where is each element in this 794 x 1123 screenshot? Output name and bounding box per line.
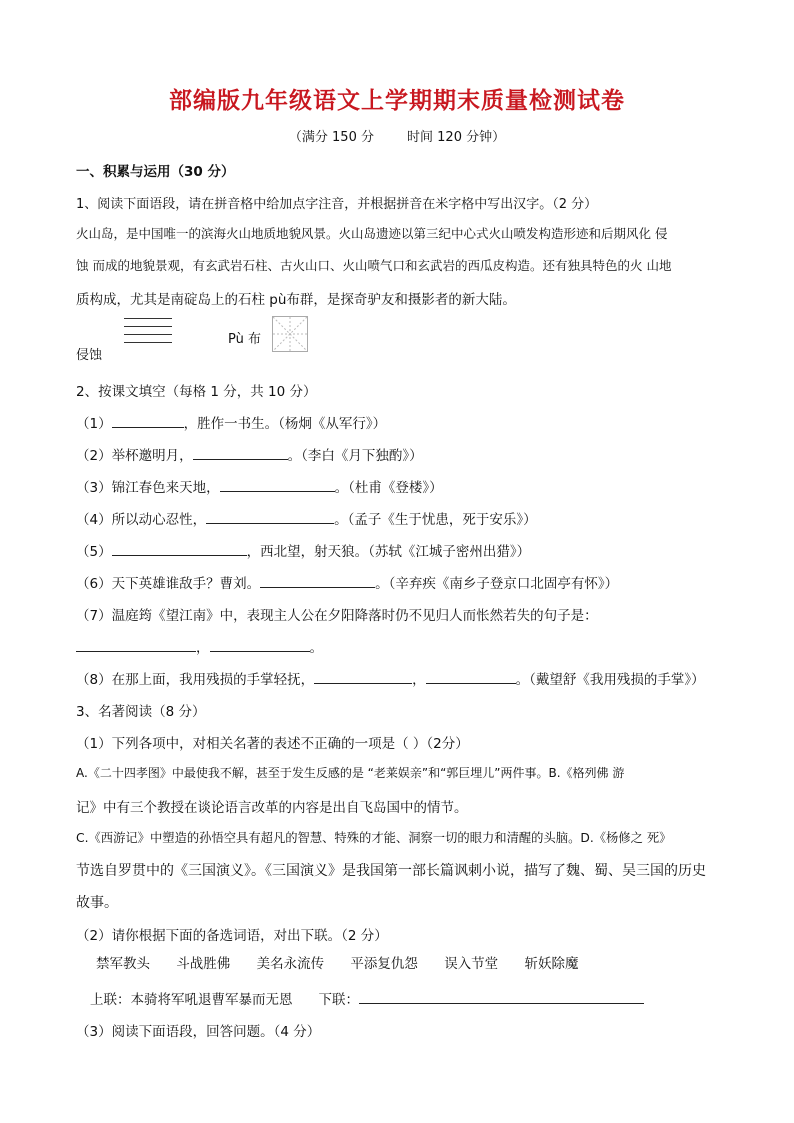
fill-item: （6）天下英雄谁敌手？曹刘。 。（辛弃疾《南乡子登京口北固亭有怀》） xyxy=(76,572,618,592)
option-text: A.《二十四孝图》中最使我不解，甚至于发生反感的是 “老莱娱亲”和“郭巨埋儿”两件事。B.《格列佛 游 xyxy=(76,766,625,780)
answer-blank[interactable] xyxy=(76,637,196,652)
word-option: 禁军教头 xyxy=(96,956,150,972)
fill-item: （5） ，西北望，射天狼。（苏轼《江城子密州出猎》） xyxy=(76,540,530,560)
couplet-down-label: 下联： xyxy=(318,992,359,1008)
mi-grid-icon xyxy=(273,317,307,351)
page-title: 部编版九年级语文上学期期末质量检测试卷 xyxy=(169,87,625,114)
option-text: C.《西游记》中塑造的孙悟空具有超凡的智慧、特殊的才能、洞察一切的眼力和清醒的头脑。D.《杨修之 死》 xyxy=(76,831,672,845)
exam-info: （满分 150 分 时间 120 分钟） xyxy=(288,130,506,145)
question-3-sub3: （3）阅读下面语段，回答问题。（4 分） xyxy=(76,1024,321,1040)
answer-blank[interactable] xyxy=(426,669,516,684)
couplet-answer-blank[interactable] xyxy=(359,989,644,1004)
section-heading: 一、积累与运用（30 分） xyxy=(76,164,235,180)
word-bank xyxy=(96,952,600,972)
option-text: 故事。 xyxy=(76,895,118,911)
question-1-passage-line: 蚀 而成的地貌景观，有玄武岩石柱、古火山口、火山喷气口和玄武岩的西瓜皮构造。还有独具特色的火 山地 xyxy=(76,258,672,273)
answer-blank[interactable] xyxy=(206,509,334,524)
answer-blank[interactable] xyxy=(112,413,184,428)
question-1-passage-line: 质构成，尤其是南碇岛上的石柱 pù布群，是探奇驴友和摄影者的新大陆。 xyxy=(76,292,516,308)
word-option: 美名永流传 xyxy=(256,956,325,972)
word-option: 误入节堂 xyxy=(444,956,499,972)
answer-blank[interactable] xyxy=(193,445,288,460)
question-3-prompt: 3、名著阅读（8 分） xyxy=(76,704,206,720)
question-3-sub2: （2）请你根据下面的备选词语，对出下联。（2 分） xyxy=(76,928,388,944)
fill-item: （7）温庭筠《望江南》中，表现主人公在夕阳降落时仍不见归人而怅然若失的句子是： xyxy=(76,608,598,624)
fill-item: （4）所以动心忍性， 。（孟子《生于忧患，死于安乐》） xyxy=(76,508,537,528)
answer-blank[interactable] xyxy=(220,477,335,492)
couplet-up: 上联：本骑将军吼退曹军暴而无恩 xyxy=(90,992,293,1008)
fill-item: （3）锦江春色来天地， 。（杜甫《登楼》） xyxy=(76,476,443,496)
fill-item: ， 。 xyxy=(76,636,323,656)
answer-blank[interactable] xyxy=(314,669,412,684)
writing-grid xyxy=(272,316,308,352)
option-text: 记》中有三个教授在谈论语言改革的内容是出自飞岛国中的情节。 xyxy=(76,800,468,816)
answer-blank[interactable] xyxy=(112,541,247,556)
answer-blank[interactable] xyxy=(260,573,375,588)
question-3-sub1: （1）下列各项中，对相关名著的表述不正确的一项是（ ）（2分） xyxy=(76,736,469,752)
fill-item: （8）在那上面，我用残损的手掌轻抚， ， 。（戴望舒《我用残损的手掌》） xyxy=(76,668,705,688)
word-option: 斩妖除魔 xyxy=(524,956,579,972)
couplet-row xyxy=(90,988,644,1008)
fill-item: （2）举杯邀明月， 。（李白《月下独酌》） xyxy=(76,444,423,464)
pinyin-grid xyxy=(124,318,172,350)
option-text: 节选自罗贯中的《三国演义》。《三国演义》是我国第一部长篇讽刺小说，描写了魏、蜀、吴三国的历史 xyxy=(76,863,706,879)
word-option: 斗战胜佛 xyxy=(176,956,231,972)
pinyin-label: Pù 布 xyxy=(228,332,261,347)
question-1-passage-line: 火山岛，是中国唯一的滨海火山地质地貌风景。火山岛遗迹以第三纪中心式火山喷发构造形迹和后期风化 侵 xyxy=(76,226,668,241)
question-1-prompt: 1、阅读下面语段，请在拼音格中给加点字注音，并根据拼音在米字格中写出汉字。（2 分） xyxy=(76,197,598,212)
char-label: 侵蚀 xyxy=(76,348,103,363)
fill-item: （1） ，胜作一书生。（杨炯《从军行》） xyxy=(76,412,386,432)
word-option: 平添复仇怨 xyxy=(350,956,418,972)
question-2-prompt: 2、按课文填空（每格 1 分，共 10 分） xyxy=(76,384,317,400)
answer-blank[interactable] xyxy=(210,637,310,652)
